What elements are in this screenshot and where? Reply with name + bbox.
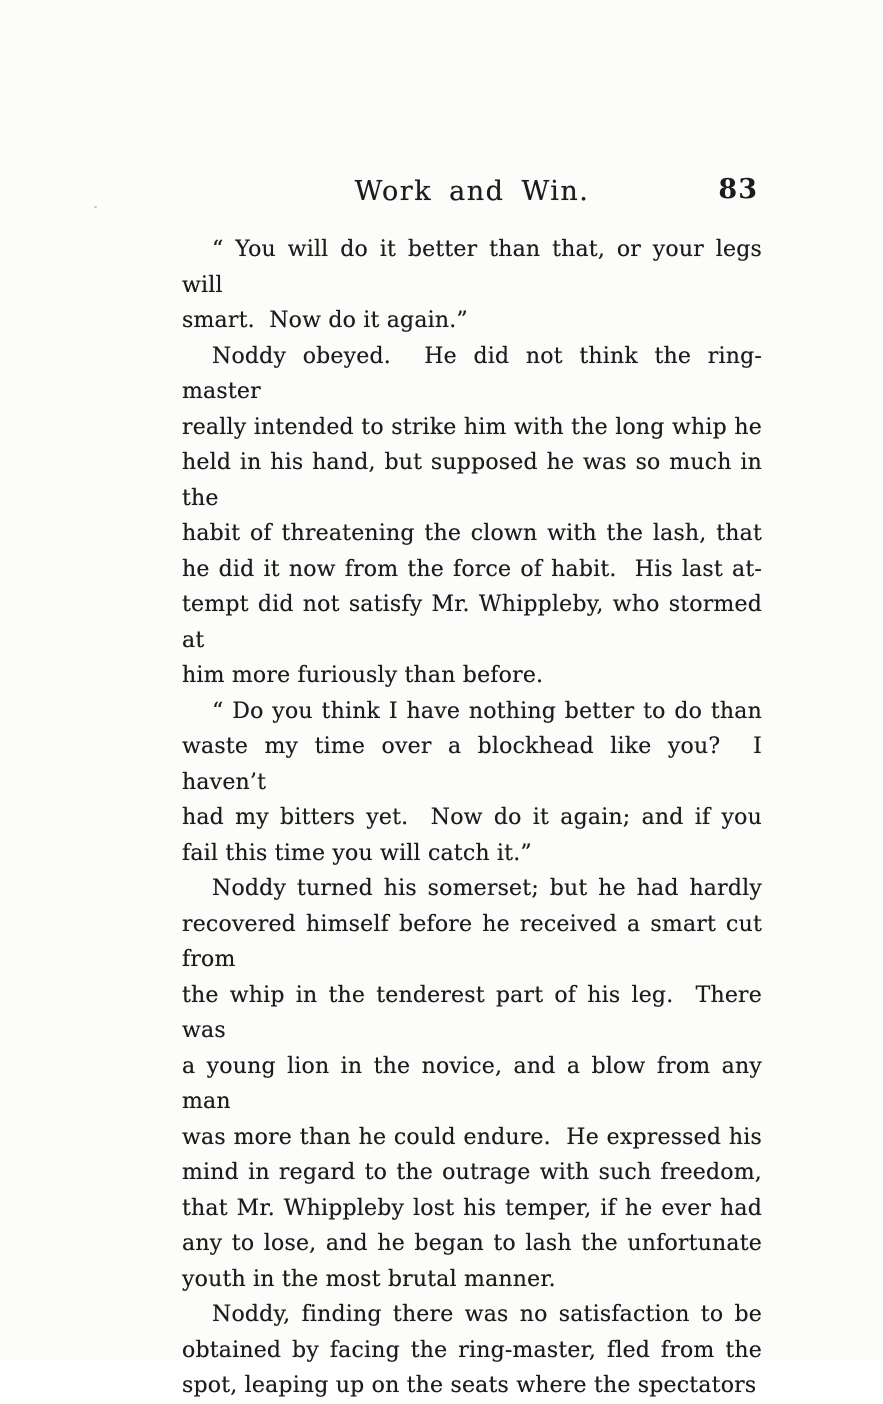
page-number: 83: [718, 174, 758, 205]
text-line: had my bitters yet. Now do it again; and if you: [182, 805, 762, 830]
text-line: the whip in the tenderest part of his leg. There was: [182, 982, 770, 1043]
paragraph: [182, 871, 770, 1297]
text-line: Noddy turned his somerset; but he had hardly: [212, 876, 762, 901]
text-line: Noddy obeyed. He did not think the ring-master: [182, 343, 762, 404]
text-line: him more furiously than before.: [182, 663, 544, 688]
text-line: he did it now from the force of habit. His last at-: [182, 556, 762, 582]
text-line: any to lose, and he began to lash the unfortunate: [182, 1231, 762, 1256]
text-line: Noddy, finding there was no satisfaction to be: [212, 1302, 762, 1327]
paragraph: [182, 232, 770, 339]
text-line: waste my time over a blockhead like you? I haven’t: [182, 734, 770, 795]
running-title: Work and Win.: [354, 176, 590, 207]
text-line: fail this time you will catch it.”: [182, 840, 532, 866]
text-line: a young lion in the novice, and a blow from any man: [182, 1053, 770, 1114]
text-line: “ Do you think I have nothing better to do than: [212, 698, 762, 724]
scan-speck: [94, 206, 97, 208]
paragraph: [182, 339, 770, 694]
text-line: spot, leaping up on the seats where the spectators: [182, 1373, 757, 1398]
text-block: [182, 232, 770, 1404]
text-line: habit of threatening the clown with the lash, that: [182, 521, 762, 546]
text-line: really intended to strike him with the long whip he: [182, 414, 762, 440]
text-line: tempt did not satisfy Mr. Whippleby, who stormed at: [182, 592, 770, 653]
text-line: recovered himself before he received a smart cut from: [182, 911, 770, 972]
text-line: mind in regard to the outrage with such freedom,: [182, 1160, 762, 1185]
text-line: smart. Now do it again.”: [182, 308, 468, 333]
paragraph: [182, 1297, 762, 1404]
text-line: “ You will do it better than that, or your legs will: [182, 237, 770, 298]
paragraph: [182, 694, 770, 872]
text-line: was more than he could endure. He expressed his: [182, 1124, 762, 1150]
text-line: held in his hand, but supposed he was so much in the: [182, 450, 770, 511]
text-line: obtained by facing the ring-master, fled from the: [182, 1337, 762, 1363]
text-line: youth in the most brutal manner.: [182, 1266, 556, 1292]
page-header: [182, 176, 762, 212]
text-line: that Mr. Whippleby lost his temper, if he ever had: [182, 1195, 762, 1221]
